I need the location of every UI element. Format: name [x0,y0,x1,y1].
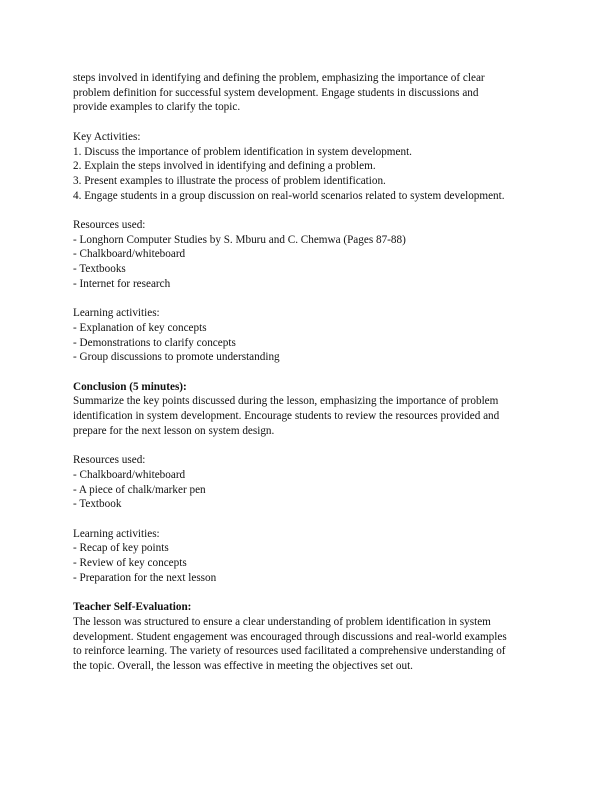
list-item: 3. Present examples to illustrate the process of problem identification. [73,174,386,187]
list-item: - Longhorn Computer Studies by S. Mburu and C. Chemwa (Pages 87-88) [73,233,406,246]
resources-section-2 [73,453,548,512]
intro-paragraph [73,71,548,115]
self-evaluation-heading: Teacher Self-Evaluation: [73,601,192,614]
intro-line: provide examples to clarify the topic. [73,101,241,114]
conclusion-line: prepare for the next lesson on system design. [73,424,275,437]
list-item: - Preparation for the next lesson [73,571,217,584]
self-evaluation-section [73,600,548,674]
list-item: - Demonstrations to clarify concepts [73,336,236,349]
conclusion-section [73,380,548,439]
learning-activities-section-2 [73,527,548,586]
evaluation-line: to reinforce learning. The variety of resources used facilitated a comprehensive understanding of [73,645,506,658]
list-item: - Recap of key points [73,542,169,555]
list-item: - Chalkboard/whiteboard [73,468,186,481]
learning-activities-label: Learning activities: [73,307,160,320]
list-item: - Internet for research [73,277,171,290]
list-item: - Textbook [73,498,122,511]
evaluation-line: the topic. Overall, the lesson was effective in meeting the objectives set out. [73,660,413,673]
learning-activities-label: Learning activities: [73,527,160,540]
conclusion-line: identification in system development. Encourage students to review the resources provided and [73,410,500,423]
evaluation-line: The lesson was structured to ensure a clear understanding of problem identification in system [73,615,491,628]
list-item: - Chalkboard/whiteboard [73,248,186,261]
list-item: - Group discussions to promote understanding [73,351,280,364]
intro-line: problem definition for successful system development. Engage students in discussions and [73,86,479,99]
evaluation-line: development. Student engagement was encouraged through discussions and real-world examples [73,630,507,643]
list-item: - A piece of chalk/marker pen [73,483,206,496]
conclusion-heading: Conclusion (5 minutes): [73,380,187,393]
resources-label: Resources used: [73,454,146,467]
list-item: 2. Explain the steps involved in identifying and defining a problem. [73,160,376,173]
key-activities-section [73,130,548,204]
list-item: 4. Engage students in a group discussion on real-world scenarios related to system development. [73,189,505,202]
resources-label: Resources used: [73,219,146,231]
list-item: 1. Discuss the importance of problem identification in system development. [73,145,412,158]
list-item: - Textbooks [73,263,126,276]
intro-line: steps involved in identifying and defining the problem, emphasizing the importance of clear [73,72,485,84]
conclusion-line: Summarize the key points discussed during the lesson, emphasizing the importance of problem [73,395,499,408]
list-item: - Explanation of key concepts [73,321,207,334]
learning-activities-section-1 [73,306,548,365]
list-item: - Review of key concepts [73,557,187,570]
resources-section-1 [73,218,548,292]
key-activities-label: Key Activities: [73,130,141,143]
document-page [73,71,548,674]
